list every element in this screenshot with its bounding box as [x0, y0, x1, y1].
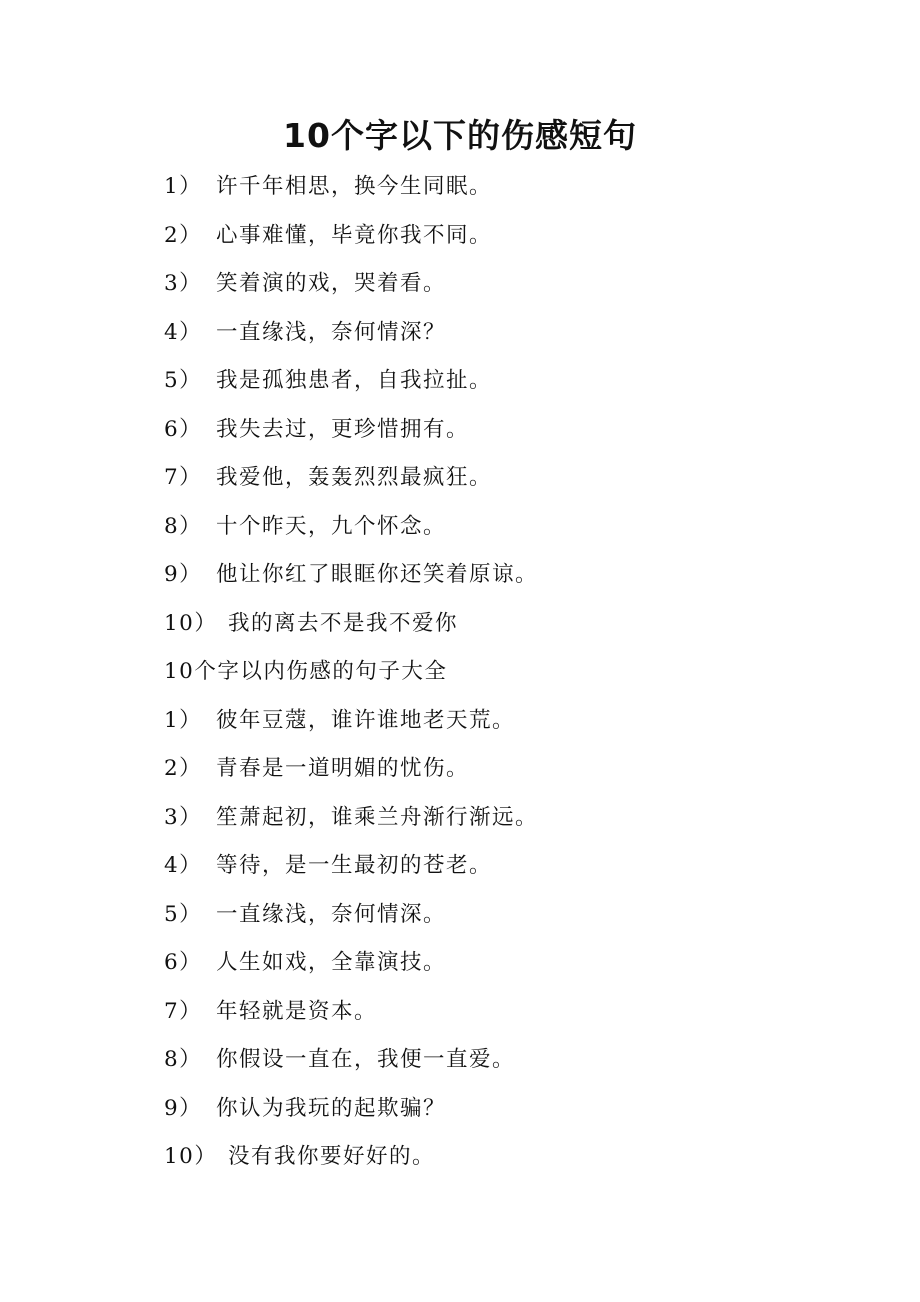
item-text: 等待，是一生最初的苍老。: [216, 853, 493, 878]
item-text: 彼年豆蔻，谁许谁地老天荒。: [216, 707, 516, 733]
list-item: [164, 212, 864, 261]
item-number: 5）: [164, 368, 203, 393]
item-text: 心事难懂，毕竟你我不同。: [216, 222, 493, 248]
item-text: 我是孤独患者，自我拉扯。: [216, 368, 493, 393]
item-text: 我的离去不是我不爱你: [228, 610, 459, 636]
item-text: 一直缘浅，奈何情深。: [216, 901, 447, 927]
item-number: 6）: [164, 950, 203, 975]
list-item: [164, 406, 864, 455]
item-text: 他让你红了眼眶你还笑着原谅。: [216, 562, 539, 587]
list-item: [164, 1036, 864, 1085]
list-item: [164, 939, 864, 988]
item-number: 4）: [164, 319, 203, 345]
list-item: [164, 551, 864, 600]
item-text: 许千年相思，换今生同眠。: [216, 174, 493, 199]
item-text: 人生如戏，全靠演技。: [216, 950, 447, 975]
item-number: 1）: [164, 174, 203, 199]
item-number: 2）: [164, 222, 203, 248]
item-text: 没有我你要好好的。: [228, 1144, 436, 1169]
list-item: [164, 794, 864, 843]
item-number: 4）: [164, 853, 203, 878]
item-text: 十个昨天，九个怀念。: [216, 513, 447, 539]
item-number: 10）: [164, 610, 218, 636]
item-number: 9）: [164, 562, 203, 587]
item-number: 2）: [164, 756, 203, 781]
list-item: [164, 309, 864, 358]
list-item: [164, 891, 864, 940]
item-text: 我爱他，轰轰烈烈最疯狂。: [216, 465, 493, 490]
list-item: [164, 454, 864, 503]
item-number: 10）: [164, 1144, 218, 1169]
section-heading-text: 10个字以内伤感的句子大全: [164, 659, 448, 684]
item-text: 一直缘浅，奈何情深？: [216, 319, 447, 345]
list-item: [164, 163, 864, 212]
item-number: 7）: [164, 998, 203, 1024]
item-text: 年轻就是资本。: [216, 998, 378, 1024]
item-number: 8）: [164, 513, 203, 539]
item-number: 3）: [164, 271, 203, 296]
item-number: 5）: [164, 901, 203, 927]
list-item: [164, 503, 864, 552]
item-number: 6）: [164, 416, 203, 442]
sentence-list: [164, 163, 864, 1182]
item-text: 你认为我玩的起欺骗？: [216, 1095, 447, 1121]
item-text: 你假设一直在，我便一直爱。: [216, 1047, 516, 1072]
item-text: 青春是一道明媚的忧伤。: [216, 756, 470, 781]
list-item: [164, 745, 864, 794]
item-text: 我失去过，更珍惜拥有。: [216, 416, 470, 442]
list-item: [164, 842, 864, 891]
list-item: [164, 600, 864, 649]
list-item: [164, 1085, 864, 1134]
item-number: 9）: [164, 1095, 203, 1121]
list-item: [164, 1133, 864, 1182]
section-heading: [164, 648, 864, 697]
document-title: 10个字以下的伤感短句: [283, 116, 637, 155]
list-item: [164, 260, 864, 309]
item-number: 3）: [164, 804, 203, 830]
list-item: [164, 357, 864, 406]
item-number: 8）: [164, 1047, 203, 1072]
item-number: 1）: [164, 707, 203, 733]
item-text: 笑着演的戏，哭着看。: [216, 271, 447, 296]
item-text: 笙萧起初，谁乘兰舟渐行渐远。: [216, 804, 539, 830]
item-number: 7）: [164, 465, 203, 490]
list-item: [164, 697, 864, 746]
list-item: [164, 988, 864, 1037]
